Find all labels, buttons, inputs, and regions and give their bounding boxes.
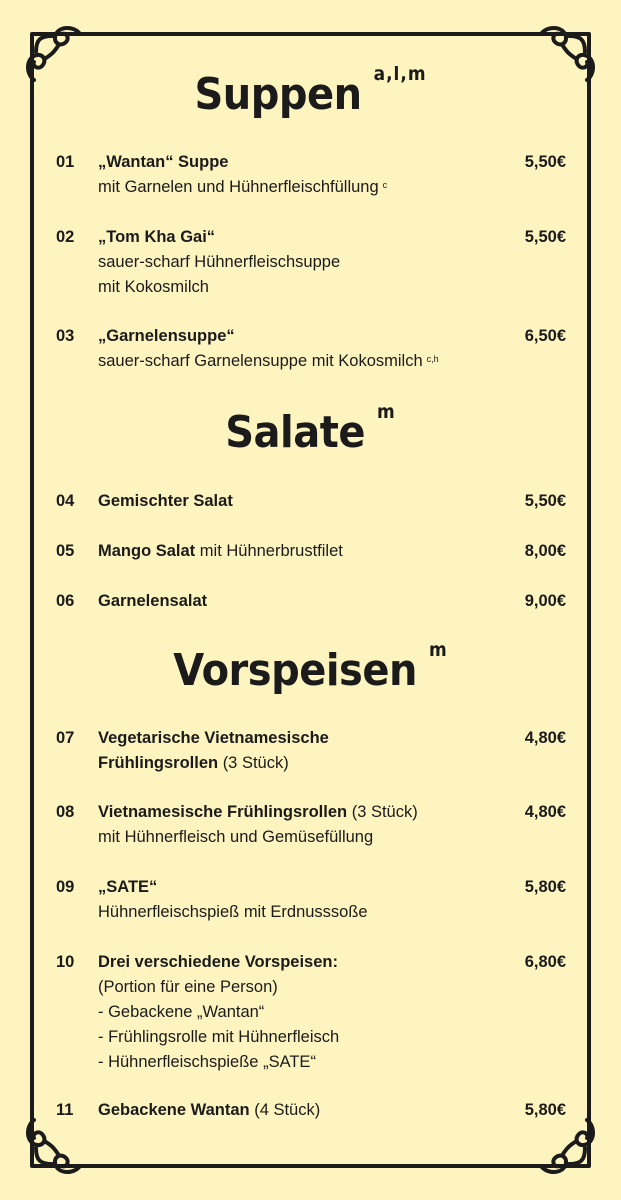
- section-title-suppen: Suppen $^{a,l,m}$: [194, 63, 427, 120]
- section-title-salate: Salate $^m$: [225, 401, 396, 458]
- corner-ornament-icon: [22, 1114, 86, 1178]
- corner-ornament-icon: [535, 1114, 599, 1178]
- section-title-vorspeisen: Vorspeisen $^m$: [173, 639, 448, 696]
